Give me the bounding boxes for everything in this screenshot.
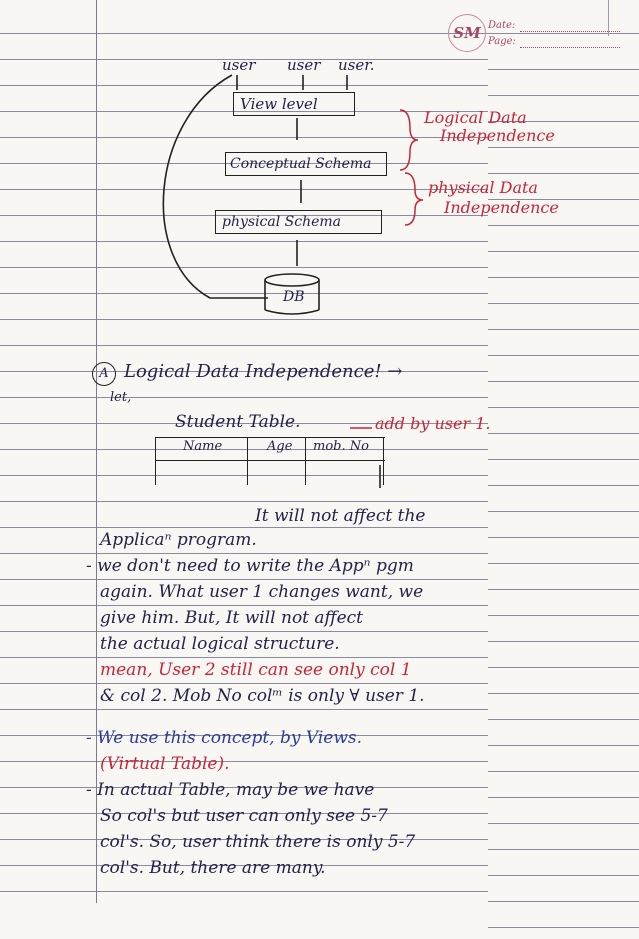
view-level-label: View level [240,95,318,113]
text-line: It will not affect the [255,506,426,526]
view-level-box [233,92,355,116]
student-table [155,437,385,485]
section-marker: A [92,362,116,386]
physical-brace [405,173,423,225]
text-line: - we don't need to write the Appⁿ pgm [86,556,414,576]
logical-brace [400,110,418,170]
db-label: DB [283,289,305,305]
text-line: the actual logical structure. [100,634,340,654]
page-label: Page: [488,36,639,939]
text-line: Applicaⁿ program. [100,530,257,550]
table-note: add by user 1. [375,414,491,433]
section-heading: Logical Data Independence! → [124,361,403,382]
physical-box [215,210,382,234]
text-line: again. What user 1 changes want, we [100,582,424,602]
text-line: col's. But, there are many. [100,858,326,878]
table-title: Student Table. [175,412,301,432]
text-line: - We use this concept, by Views. [86,728,363,748]
text-line: mean, User 2 still can see only col 1 [100,660,412,680]
db-top [265,274,319,286]
section-sub: let, [110,390,132,405]
date-label: Date: [488,20,516,31]
conceptual-label: Conceptual Schema [230,156,372,172]
logical-label-1: Logical Data [424,108,527,127]
physical-label-1: physical Data [428,178,538,197]
logical-label-2: Independence [440,126,555,145]
text-line: (Virtual Table). [100,754,230,774]
text-line: & col 2. Mob No colᵐ is only ∀ user 1. [100,686,425,706]
text-line: - In actual Table, may be we have [86,780,375,800]
conceptual-box [225,152,387,176]
user-label: user [287,56,321,74]
physical-label-2: Independence [444,198,559,217]
text-line: col's. So, user think there is only 5-7 [100,832,416,852]
column-header: mob. No [313,439,369,454]
brand-logo: SM [448,14,486,52]
text-line: So col's but user can only see 5-7 [100,806,388,826]
text-line: give him. But, It will not affect [100,608,364,628]
column-header: Age [267,439,293,454]
physical-label: physical Schema [222,214,342,230]
user-label: user [222,56,256,74]
user-label: user. [338,56,375,74]
column-header: Name [183,439,223,454]
